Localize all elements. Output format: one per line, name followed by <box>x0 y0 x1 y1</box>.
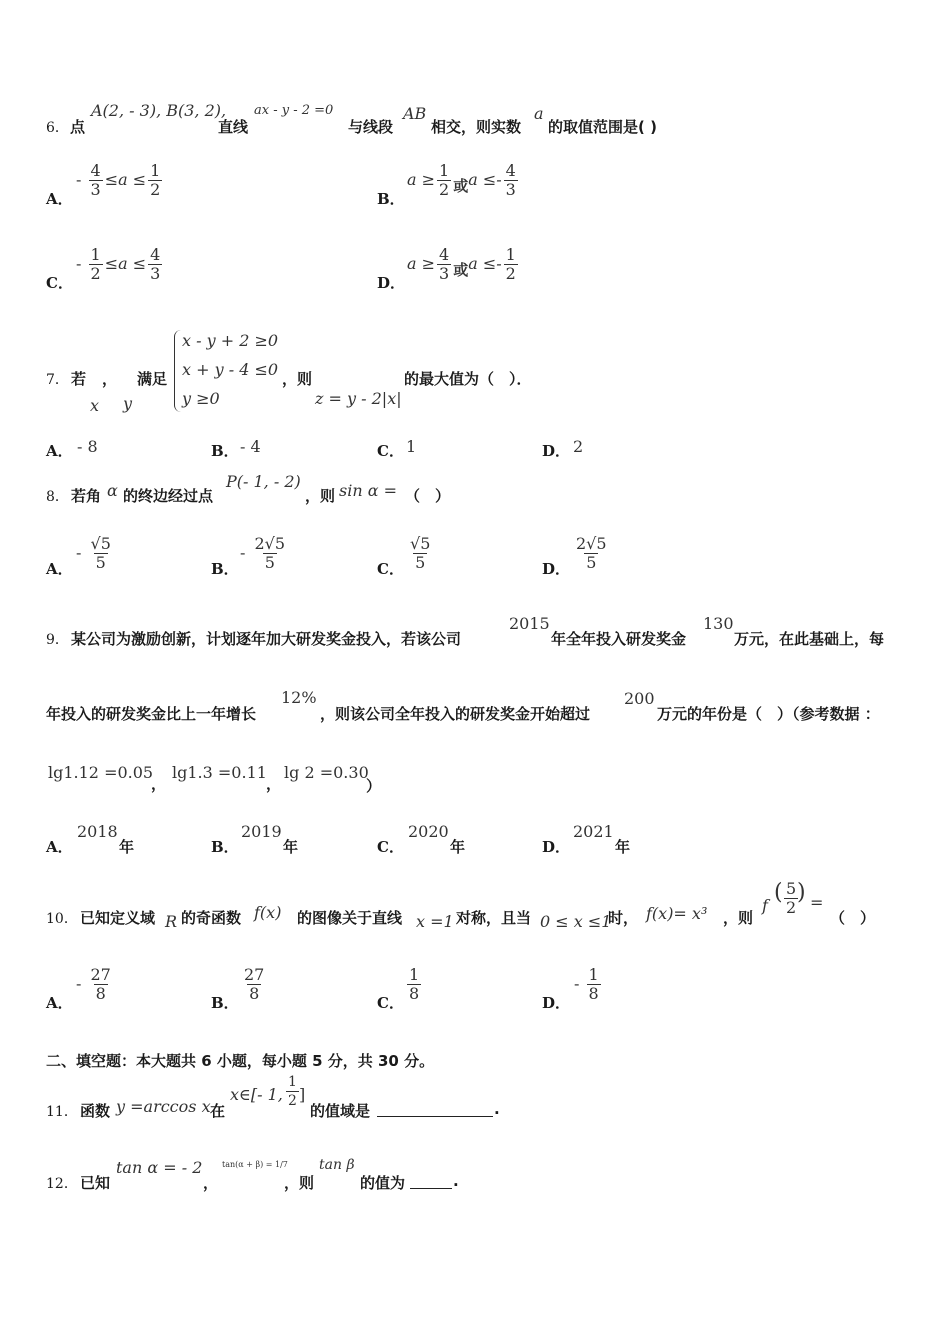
option-value: - 8 <box>77 437 98 456</box>
option-label: C． <box>377 994 404 1012</box>
math-target: 200 <box>624 689 655 708</box>
question-text: 年全年投入研发奖金 <box>551 630 687 648</box>
math-given-1: tan α = - 2 <box>116 1158 203 1177</box>
separator: ， <box>266 775 282 793</box>
option-value: - 4 <box>240 437 261 456</box>
option-unit: 年 <box>119 838 135 856</box>
option-value: 2 <box>573 437 584 456</box>
reference-value-3: lg 2 =0.30 <box>284 763 369 782</box>
question-number: 10． <box>46 911 78 927</box>
question-text: ，则 <box>282 370 313 388</box>
question-text: 的奇函数 <box>181 909 242 927</box>
option-value: 2020 <box>408 822 449 841</box>
option-label: A． <box>46 994 73 1012</box>
question-number: 6． <box>46 120 69 136</box>
math-segment: AB <box>403 104 427 123</box>
question-text: ， <box>102 370 118 388</box>
question-text: 万元，在此基础上，每 <box>734 630 885 648</box>
question-text: 的取值范围是( ) <box>548 118 657 136</box>
question-text: 年投入的研发奖金比上一年增长 <box>46 705 257 723</box>
question-text: 直线 <box>218 118 249 136</box>
closing-paren: ） <box>366 777 382 795</box>
question-text: 相交，则实数 <box>431 118 522 136</box>
math-expression: sin α = <box>339 481 398 500</box>
option-value: 2019 <box>241 822 282 841</box>
math-alpha: α <box>107 481 118 500</box>
math-fraction: $\frac{1}{2}$ <box>288 1074 297 1109</box>
reference-value-2: lg1.3 =0.11 <box>172 763 267 782</box>
constraint-1: x - y + 2 ≥0 <box>182 331 279 350</box>
math-definition: f(x)= x³ <box>646 904 708 923</box>
question-number: 7． <box>46 372 69 388</box>
math-paren-right: ) <box>797 880 806 905</box>
option-label: D． <box>542 838 571 856</box>
math-fraction: $\frac{5}{2}$ <box>786 879 797 917</box>
question-text: 的值域是 <box>310 1102 371 1120</box>
question-text: . <box>494 1100 500 1118</box>
question-text: 时， <box>608 909 639 927</box>
math-equals: = <box>810 893 824 912</box>
math-range: 0 ≤ x ≤1 <box>540 912 612 931</box>
option-label: B． <box>211 838 239 856</box>
question-text: 对称，且当 <box>456 909 532 927</box>
question-text: 某公司为激励创新，计划逐年加大研发奖金投入，若该公司 <box>71 630 462 648</box>
option-label: D． <box>542 994 571 1012</box>
option-label: B． <box>377 190 405 208</box>
math-axis: x =1 <box>416 912 454 931</box>
constraint-3: y ≥0 <box>182 389 220 408</box>
math-rate: 12% <box>281 688 317 707</box>
question-text: . <box>453 1172 459 1190</box>
question-number: 9． <box>46 632 69 648</box>
question-text: ，则 <box>284 1174 315 1192</box>
math-point: P(- 1, - 2) <box>226 472 301 491</box>
reference-value-1: lg1.12 =0.05 <box>48 763 154 782</box>
option-expression: - $\frac{1}{2}$ ≤a ≤ $\frac{4}{3}$ <box>76 245 161 283</box>
option-unit: 年 <box>450 838 466 856</box>
constraint-2: x + y - 4 ≤0 <box>182 360 279 379</box>
question-text: ，则 <box>723 909 754 927</box>
option-label: A． <box>46 560 73 578</box>
question-text: 点 <box>70 118 86 136</box>
math-function-name: f <box>762 896 768 915</box>
question-text: 已知定义域 <box>80 909 156 927</box>
question-text: 若角 <box>71 487 102 505</box>
question-number: 12． <box>46 1176 78 1192</box>
math-target: tan β <box>319 1157 355 1173</box>
option-expression: $\frac{1}{8}$ <box>409 965 420 1003</box>
option-value: 2018 <box>77 822 118 841</box>
math-year: 2015 <box>509 614 550 633</box>
system-brace <box>174 330 181 412</box>
question-number: 8． <box>46 489 69 505</box>
question-number: 11． <box>46 1104 78 1120</box>
option-expression: - $\frac{2√5}{5}$ <box>240 534 286 572</box>
option-unit: 年 <box>615 838 631 856</box>
math-line-equation: ax - y - 2 =0 <box>254 103 334 118</box>
question-text: ， <box>203 1174 219 1192</box>
option-expression: $\frac{27}{8}$ <box>244 965 265 1003</box>
option-label: B． <box>211 560 239 578</box>
option-label: D． <box>542 560 571 578</box>
math-variable: y <box>123 394 133 413</box>
math-given-2: tan(α + β) = 1/7 <box>222 1160 288 1169</box>
option-expression: - $\frac{√5}{5}$ <box>76 534 111 572</box>
math-paren-left: ( <box>774 880 783 905</box>
math-amount: 130 <box>703 614 734 633</box>
option-label: B． <box>211 442 239 460</box>
option-expression: - $\frac{4}{3}$ ≤a ≤ $\frac{1}{2}$ <box>76 161 161 199</box>
option-expression: a ≥ $\frac{4}{3}$ 或a ≤- $\frac{1}{2}$ <box>407 245 516 283</box>
math-variable: a <box>534 104 544 123</box>
answer-blank[interactable] <box>377 1100 493 1117</box>
math-domain: R <box>165 912 178 931</box>
option-label: A． <box>46 838 73 856</box>
option-label: C． <box>377 838 404 856</box>
option-label: A． <box>46 190 73 208</box>
option-label: D． <box>542 442 571 460</box>
option-label: C． <box>377 560 404 578</box>
math-interval-right: ] <box>299 1085 306 1104</box>
option-expression: $\frac{2√5}{5}$ <box>576 534 607 572</box>
math-function: f(x) <box>254 903 282 922</box>
question-text: （ ） <box>830 909 876 927</box>
question-text: ，则 <box>305 487 336 505</box>
option-expression: - $\frac{1}{8}$ <box>574 965 599 1003</box>
question-text: 与线段 <box>348 118 394 136</box>
question-text: 若 <box>71 370 87 388</box>
question-text: 在 <box>210 1102 226 1120</box>
math-interval-left: x∈[- 1, <box>230 1085 283 1104</box>
math-variable: x <box>90 396 100 415</box>
question-text: 的值为 <box>360 1174 406 1192</box>
answer-blank[interactable] <box>410 1172 452 1189</box>
math-objective: z = y - 2|x| <box>315 389 402 408</box>
option-expression: $\frac{√5}{5}$ <box>410 534 431 572</box>
math-points: A(2, - 3), B(3, 2), <box>91 101 227 120</box>
math-function: y =arccos x <box>116 1097 211 1116</box>
question-text: 已知 <box>80 1174 111 1192</box>
option-label: C． <box>46 274 73 292</box>
option-label: B． <box>211 994 239 1012</box>
separator: ， <box>151 775 167 793</box>
option-expression: - $\frac{27}{8}$ <box>76 965 111 1003</box>
question-text: 万元的年份是（ ）（参考数据 ： <box>657 705 880 723</box>
question-text: （ ） <box>405 487 451 505</box>
question-text: ，则该公司全年投入的研发奖金开始超过 <box>320 705 591 723</box>
option-value: 1 <box>406 437 417 456</box>
option-label: A． <box>46 442 73 460</box>
option-label: C． <box>377 442 404 460</box>
question-text: 函数 <box>80 1102 111 1120</box>
question-text: 的最大值为（ ）． <box>404 370 532 388</box>
question-text: 满足 <box>137 370 168 388</box>
section-heading: 二、填空题：本大题共 6 小题，每小题 5 分，共 30 分。 <box>46 1052 435 1070</box>
option-expression: a ≥ $\frac{1}{2}$ 或a ≤- $\frac{4}{3}$ <box>407 161 516 199</box>
option-unit: 年 <box>283 838 299 856</box>
option-value: 2021 <box>573 822 614 841</box>
option-label: D． <box>377 274 406 292</box>
question-text: 的图像关于直线 <box>297 909 403 927</box>
question-text: 的终边经过点 <box>123 487 214 505</box>
